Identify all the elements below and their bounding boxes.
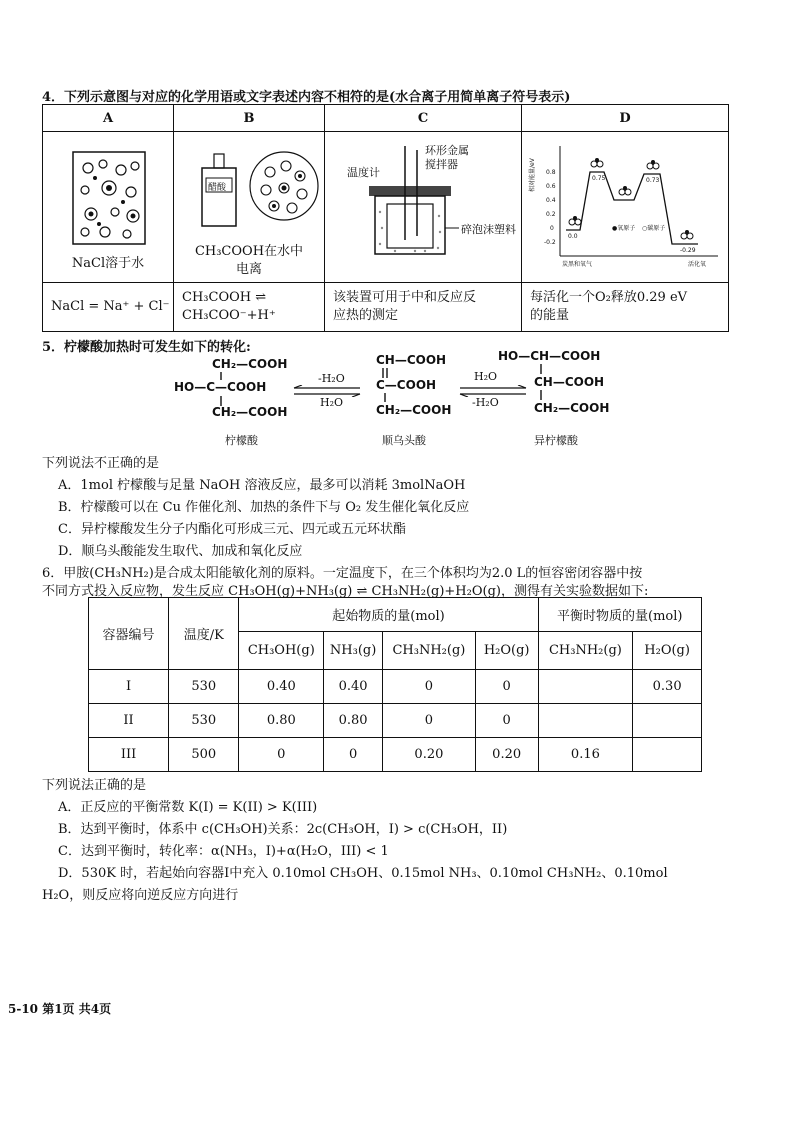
q4-header-b: B bbox=[174, 105, 325, 132]
eq-a-text: NaCl = Na⁺ + Cl⁻ bbox=[51, 299, 170, 314]
cell-ch3nh2: 0.20 bbox=[383, 738, 476, 772]
ytick-0-4: 0.4 bbox=[546, 197, 556, 204]
value-0-73: 0.73 bbox=[646, 177, 660, 184]
q4-table bbox=[42, 104, 729, 332]
q6-header-container: 容器编号 bbox=[89, 598, 169, 670]
fig-b-caption-2: 电离 bbox=[235, 262, 262, 277]
energy-diagram bbox=[522, 132, 728, 282]
eq-b-line-2: CH₃COO⁻+H⁺ bbox=[182, 308, 276, 323]
fig-c-stirrer-label-2: 搅拌器 bbox=[425, 158, 458, 171]
q6-header-initial: 起始物质的量(mol) bbox=[239, 598, 538, 632]
cell-nh3: 0.80 bbox=[324, 704, 383, 738]
cell-eq-h2o: 0.30 bbox=[633, 670, 702, 704]
eq-c-line-2: 应热的测定 bbox=[333, 308, 399, 323]
eq-d-line-1: 每活化一个O₂释放0.29 eV bbox=[530, 290, 688, 305]
legend-carbon: ○碳原子 bbox=[642, 225, 666, 232]
fig-b-caption-1: CH₃COOH在水中 bbox=[194, 244, 304, 259]
q5-question: 下列说法不正确的是 bbox=[42, 456, 160, 471]
q6-question: 下列说法正确的是 bbox=[42, 778, 147, 793]
q6-stem-line-1: 6．甲胺(CH₃NH₂)是合成太阳能敏化剂的原料。一定温度下，在三个体积均为2.0 L的恒容密闭容器中按 bbox=[42, 566, 643, 581]
citric-acid-row-2: HO—C—COOH bbox=[174, 380, 267, 394]
q4-figure-b bbox=[174, 132, 325, 283]
cell-h2o: 0 bbox=[475, 670, 538, 704]
q6-subheader-ch3oh: CH₃OH(g) bbox=[239, 632, 324, 670]
fig-c-foam-label: 碎泡沫塑料 bbox=[461, 223, 516, 236]
cell-h2o: 0.20 bbox=[475, 738, 538, 772]
value-0-0: 0.0 bbox=[568, 233, 578, 240]
cell-ch3oh: 0.40 bbox=[239, 670, 324, 704]
ylabel: 相对能量/eV bbox=[529, 158, 536, 192]
q6-option-d-continued: H₂O，则反应将向逆反应方向进行 bbox=[42, 888, 239, 903]
isocitric-acid-row-3: CH₂—COOH bbox=[534, 401, 610, 415]
cell-ch3oh: 0.80 bbox=[239, 704, 324, 738]
eq-b-line-1: CH₃COOH ⇌ bbox=[182, 290, 267, 305]
calorimeter-figure bbox=[325, 132, 521, 282]
isocitric-acid-row-2: CH—COOH bbox=[534, 375, 605, 389]
ytick-0: 0 bbox=[550, 225, 554, 232]
table-row bbox=[89, 738, 702, 772]
q4-figure-c bbox=[325, 132, 522, 283]
cell-container: III bbox=[89, 738, 169, 772]
q4-figure-a bbox=[43, 132, 174, 283]
cell-nh3: 0 bbox=[324, 738, 383, 772]
q4-header-c: C bbox=[325, 105, 522, 132]
q6-option-b: B．达到平衡时，体系中 c(CH₃OH)关系：2c(CH₃OH，I) > c(CH₃OH，II) bbox=[58, 822, 508, 837]
cell-temp: 530 bbox=[169, 670, 239, 704]
ytick-0-8: 0.8 bbox=[546, 169, 556, 176]
q5-option-b: B．柠檬酸可以在 Cu 作催化剂、加热的条件下与 O₂ 发生催化氧化反应 bbox=[58, 500, 470, 515]
arrow1-bottom-label: H₂O bbox=[320, 396, 344, 409]
q4-header-a: A bbox=[43, 105, 174, 132]
q6-stem-line-2: 不同方式投入反应物，发生反应 CH₃OH(g)+NH₃(g) ⇌ CH₃NH₂(g)+H₂O(g)，测得有关实验数据如下: bbox=[42, 584, 649, 599]
q4-figure-d bbox=[522, 132, 729, 283]
q6-subheader-nh3: NH₃(g) bbox=[324, 632, 383, 670]
q6-subheader-eq-h2o: H₂O(g) bbox=[633, 632, 702, 670]
isocitric-acid-row-1: HO—CH—COOH bbox=[498, 349, 601, 363]
q4-stem: 4．下列示意图与对应的化学用语或文字表述内容不相符的是(水合离子用简单离子符号表示) bbox=[42, 90, 571, 105]
aconitic-acid-row-3: CH₂—COOH bbox=[376, 403, 452, 417]
aconitic-acid-row-2: C—COOH bbox=[376, 378, 437, 392]
q6-data-table bbox=[88, 597, 702, 772]
q6-option-a: A．正反应的平衡常数 K(I) = K(II) > K(III) bbox=[58, 800, 318, 815]
q6-option-d: D．530K 时，若起始向容器I中充入 0.10mol CH₃OH、0.15mol NH₃、0.10mol CH₃NH₂、0.10mol bbox=[58, 866, 668, 881]
aconitic-acid-name: 顺乌头酸 bbox=[382, 434, 426, 447]
q4-header-d: D bbox=[522, 105, 729, 132]
q4-eq-c bbox=[325, 283, 522, 332]
value-0-75: 0.75 bbox=[592, 175, 606, 182]
value-neg-0-29: -0.29 bbox=[680, 247, 696, 254]
legend-oxygen: ●氧原子 bbox=[612, 225, 636, 232]
citric-acid-row-1: CH₂—COOH bbox=[212, 357, 288, 371]
cell-eq-ch3nh2 bbox=[538, 704, 633, 738]
q6-subheader-ch3nh2: CH₃NH₂(g) bbox=[383, 632, 476, 670]
cell-container: I bbox=[89, 670, 169, 704]
q6-header-temperature: 温度/K bbox=[169, 598, 239, 670]
ytick-0-6: 0.6 bbox=[546, 183, 556, 190]
ytick-neg-0-2: -0.2 bbox=[544, 239, 556, 246]
q4-eq-d bbox=[522, 283, 729, 332]
xlabel-left: 炭黑和氧气 bbox=[562, 261, 593, 268]
q6-option-c: C．达到平衡时，转化率：α(NH₃，I)+α(H₂O，III) < 1 bbox=[58, 844, 389, 859]
q6-header-equilibrium: 平衡时物质的量(mol) bbox=[538, 598, 701, 632]
cell-temp: 530 bbox=[169, 704, 239, 738]
fig-b-bottle-label: 醋酸 bbox=[208, 183, 227, 193]
cell-eq-ch3nh2 bbox=[538, 670, 633, 704]
isocitric-acid-name: 异柠檬酸 bbox=[534, 434, 578, 447]
aconitic-acid-row-1: CH—COOH bbox=[376, 353, 447, 367]
q6-subheader-h2o: H₂O(g) bbox=[475, 632, 538, 670]
cell-nh3: 0.40 bbox=[324, 670, 383, 704]
cell-eq-h2o bbox=[633, 704, 702, 738]
fig-c-stirrer-label-1: 环形金属 bbox=[425, 144, 469, 157]
table-row bbox=[89, 704, 702, 738]
page-footer: 5-10 第1页 共4页 bbox=[8, 1002, 112, 1016]
q4-eq-a bbox=[43, 283, 174, 332]
fig-a-caption: NaCl溶于水 bbox=[71, 256, 145, 271]
cell-eq-ch3nh2: 0.16 bbox=[538, 738, 633, 772]
cell-eq-h2o bbox=[633, 738, 702, 772]
cell-ch3oh: 0 bbox=[239, 738, 324, 772]
cell-ch3nh2: 0 bbox=[383, 704, 476, 738]
q4-eq-b bbox=[174, 283, 325, 332]
arrow2-bottom-label: -H₂O bbox=[472, 396, 499, 409]
aconitic-acid-bonds bbox=[380, 366, 390, 404]
citric-acid-bonds bbox=[218, 370, 224, 408]
isocitric-acid-bonds bbox=[538, 362, 544, 402]
cell-temp: 500 bbox=[169, 738, 239, 772]
q5-stem: 5．柠檬酸加热时可发生如下的转化: bbox=[42, 340, 251, 355]
fig-c-thermometer-label: 温度计 bbox=[347, 166, 380, 179]
q5-option-d: D．顺乌头酸能发生取代、加成和氧化反应 bbox=[58, 544, 303, 559]
xlabel-right: 活化氧 bbox=[688, 261, 707, 268]
arrow2-top-label: H₂O bbox=[474, 370, 498, 383]
ytick-0-2: 0.2 bbox=[546, 211, 556, 218]
arrow1-top-label: -H₂O bbox=[318, 372, 345, 385]
cell-container: II bbox=[89, 704, 169, 738]
citric-acid-row-3: CH₂—COOH bbox=[212, 405, 288, 419]
q5-option-c: C．异柠檬酸发生分子内酯化可形成三元、四元或五元环状酯 bbox=[58, 522, 406, 537]
eq-c-line-1: 该装置可用于中和反应反 bbox=[333, 290, 477, 305]
cell-ch3nh2: 0 bbox=[383, 670, 476, 704]
table-row bbox=[89, 670, 702, 704]
citric-acid-name: 柠檬酸 bbox=[225, 434, 258, 447]
q6-subheader-eq-ch3nh2: CH₃NH₂(g) bbox=[538, 632, 633, 670]
eq-d-line-2: 的能量 bbox=[530, 308, 570, 323]
cell-h2o: 0 bbox=[475, 704, 538, 738]
q5-option-a: A．1mol 柠檬酸与足量 NaOH 溶液反应，最多可以消耗 3molNaOH bbox=[58, 478, 466, 493]
